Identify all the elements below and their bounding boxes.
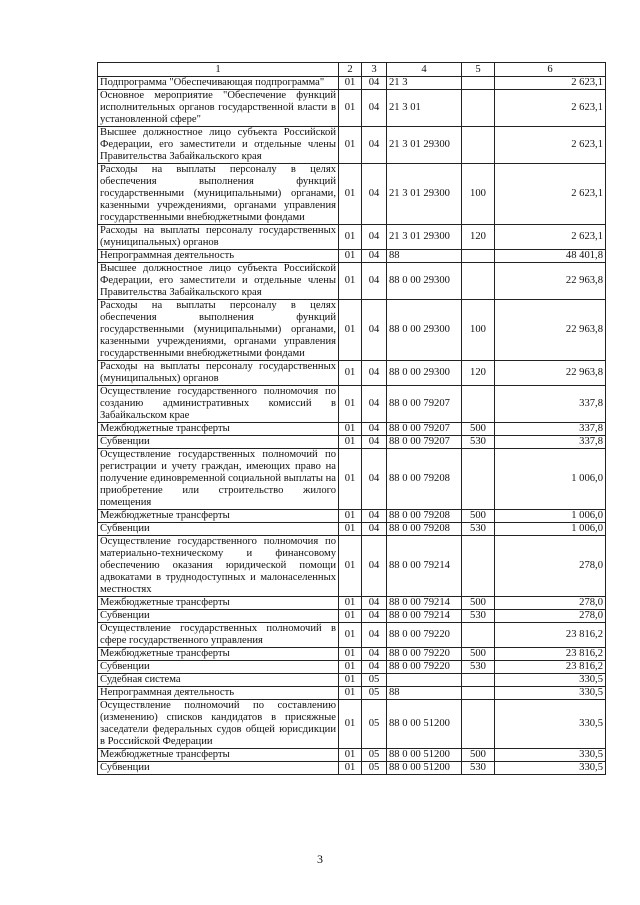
row-subsection-cell: 04 [362, 225, 387, 250]
row-section-cell: 01 [339, 386, 362, 423]
row-section-cell: 01 [339, 523, 362, 536]
budget-table [97, 62, 606, 775]
row-target-article-cell: 21 3 01 29300 [387, 225, 462, 250]
page-number: 3 [317, 852, 323, 866]
row-amount-cell: 2 623,1 [495, 90, 606, 127]
row-section-cell: 01 [339, 610, 362, 623]
header-section: 2 [339, 63, 362, 77]
row-subsection-cell: 04 [362, 610, 387, 623]
row-amount-cell: 278,0 [495, 597, 606, 610]
row-amount-cell: 2 623,1 [495, 77, 606, 90]
row-amount-cell: 22 963,8 [495, 300, 606, 361]
header-expense-type: 5 [462, 63, 495, 77]
row-name-cell: Судебная система [98, 674, 339, 687]
table-header-row [98, 63, 606, 77]
row-name-cell: Межбюджетные трансферты [98, 597, 339, 610]
row-subsection-cell: 04 [362, 263, 387, 300]
row-expense-type-cell: 100 [462, 300, 495, 361]
row-amount-cell: 23 816,2 [495, 648, 606, 661]
row-section-cell: 01 [339, 77, 362, 90]
row-name-cell: Субвенции [98, 523, 339, 536]
table-row [98, 361, 606, 386]
row-target-article-cell: 88 0 00 79207 [387, 423, 462, 436]
row-name-cell: Расходы на выплаты персоналу государственных (муниципальных) органов [98, 225, 339, 250]
row-section-cell: 01 [339, 687, 362, 700]
row-target-article-cell: 88 0 00 79214 [387, 610, 462, 623]
row-section-cell: 01 [339, 127, 362, 164]
row-subsection-cell: 04 [362, 623, 387, 648]
row-subsection-cell: 04 [362, 449, 387, 510]
table-row [98, 523, 606, 536]
table-row [98, 700, 606, 749]
table-row [98, 610, 606, 623]
row-target-article-cell: 88 [387, 250, 462, 263]
row-expense-type-cell [462, 250, 495, 263]
row-name-cell: Межбюджетные трансферты [98, 749, 339, 762]
row-name-cell: Осуществление государственного полномочия по материально-техническому и финансовому обеспечению оказания юридической помощи адвокатами в труднодоступных и малонаселенных местностях [98, 536, 339, 597]
table-row [98, 423, 606, 436]
row-section-cell: 01 [339, 300, 362, 361]
row-amount-cell: 278,0 [495, 536, 606, 597]
row-target-article-cell: 88 0 00 79220 [387, 623, 462, 648]
table-row [98, 749, 606, 762]
row-name-cell: Подпрограмма "Обеспечивающая подпрограмма" [98, 77, 339, 90]
row-expense-type-cell [462, 127, 495, 164]
row-subsection-cell: 04 [362, 77, 387, 90]
table-row [98, 164, 606, 225]
row-name-cell: Осуществление полномочий по составлению (изменению) списков кандидатов в присяжные заседатели федеральных судов общей юрисдикции в Российской Федерации [98, 700, 339, 749]
row-amount-cell: 337,8 [495, 423, 606, 436]
header-name: 1 [98, 63, 339, 77]
row-name-cell: Осуществление государственного полномочия по созданию административных комиссий в Забайкальском крае [98, 386, 339, 423]
row-name-cell: Субвенции [98, 661, 339, 674]
row-target-article-cell: 88 0 00 51200 [387, 700, 462, 749]
table-row [98, 661, 606, 674]
row-target-article-cell: 88 0 00 29300 [387, 361, 462, 386]
table-row [98, 449, 606, 510]
row-expense-type-cell [462, 90, 495, 127]
row-amount-cell: 23 816,2 [495, 623, 606, 648]
row-section-cell: 01 [339, 423, 362, 436]
row-name-cell: Непрограммная деятельность [98, 687, 339, 700]
row-target-article-cell: 88 0 00 79220 [387, 661, 462, 674]
table-row [98, 510, 606, 523]
row-expense-type-cell: 500 [462, 597, 495, 610]
row-subsection-cell: 04 [362, 423, 387, 436]
row-expense-type-cell [462, 687, 495, 700]
table-row [98, 674, 606, 687]
row-expense-type-cell [462, 674, 495, 687]
row-expense-type-cell: 120 [462, 361, 495, 386]
row-subsection-cell: 05 [362, 687, 387, 700]
row-amount-cell: 330,5 [495, 762, 606, 775]
row-subsection-cell: 04 [362, 536, 387, 597]
row-section-cell: 01 [339, 90, 362, 127]
row-subsection-cell: 04 [362, 661, 387, 674]
row-expense-type-cell: 120 [462, 225, 495, 250]
row-section-cell: 01 [339, 510, 362, 523]
row-expense-type-cell: 500 [462, 423, 495, 436]
row-name-cell: Непрограммная деятельность [98, 250, 339, 263]
table-row [98, 648, 606, 661]
row-expense-type-cell [462, 449, 495, 510]
row-amount-cell: 330,5 [495, 749, 606, 762]
row-expense-type-cell: 530 [462, 610, 495, 623]
header-amount: 6 [495, 63, 606, 77]
row-amount-cell: 2 623,1 [495, 127, 606, 164]
table-row [98, 436, 606, 449]
row-target-article-cell: 88 0 00 79214 [387, 536, 462, 597]
row-target-article-cell: 88 0 00 79214 [387, 597, 462, 610]
row-expense-type-cell: 500 [462, 510, 495, 523]
row-name-cell: Осуществление государственных полномочий в сфере государственного управления [98, 623, 339, 648]
row-target-article-cell: 88 0 00 29300 [387, 300, 462, 361]
header-target-article: 4 [387, 63, 462, 77]
table-row [98, 536, 606, 597]
row-name-cell: Субвенции [98, 436, 339, 449]
row-target-article-cell: 88 0 00 79207 [387, 386, 462, 423]
row-expense-type-cell [462, 700, 495, 749]
row-name-cell: Расходы на выплаты персоналу в целях обеспечения выполнения функций государственными (муниципальными) органами, казенными учреждениями, органами управления государственными внебюджетными фондами [98, 164, 339, 225]
row-expense-type-cell [462, 536, 495, 597]
row-name-cell: Осуществление государственных полномочий по регистрации и учету граждан, имеющих право на получение единовременной социальной выплаты на приобретение или строительство жилого помещения [98, 449, 339, 510]
row-name-cell: Высшее должностное лицо субъекта Российской Федерации, его заместители и отдельные члены Правительства Забайкальского края [98, 263, 339, 300]
row-subsection-cell: 04 [362, 597, 387, 610]
header-subsection: 3 [362, 63, 387, 77]
row-amount-cell: 278,0 [495, 610, 606, 623]
row-amount-cell: 330,5 [495, 700, 606, 749]
row-target-article-cell: 21 3 01 29300 [387, 127, 462, 164]
row-target-article-cell: 88 0 00 79208 [387, 523, 462, 536]
row-subsection-cell: 04 [362, 361, 387, 386]
row-amount-cell: 330,5 [495, 687, 606, 700]
row-target-article-cell: 88 [387, 687, 462, 700]
row-section-cell: 01 [339, 361, 362, 386]
row-expense-type-cell: 530 [462, 762, 495, 775]
row-amount-cell: 1 006,0 [495, 449, 606, 510]
table-row [98, 225, 606, 250]
row-amount-cell: 2 623,1 [495, 164, 606, 225]
row-subsection-cell: 05 [362, 762, 387, 775]
row-expense-type-cell: 500 [462, 749, 495, 762]
row-expense-type-cell: 530 [462, 661, 495, 674]
row-section-cell: 01 [339, 762, 362, 775]
row-section-cell: 01 [339, 749, 362, 762]
row-name-cell: Субвенции [98, 762, 339, 775]
row-expense-type-cell: 530 [462, 523, 495, 536]
row-expense-type-cell [462, 623, 495, 648]
row-expense-type-cell: 500 [462, 648, 495, 661]
row-subsection-cell: 04 [362, 436, 387, 449]
row-expense-type-cell [462, 386, 495, 423]
row-subsection-cell: 04 [362, 300, 387, 361]
row-amount-cell: 22 963,8 [495, 263, 606, 300]
row-target-article-cell: 88 0 00 79208 [387, 510, 462, 523]
row-amount-cell: 2 623,1 [495, 225, 606, 250]
row-section-cell: 01 [339, 164, 362, 225]
row-section-cell: 01 [339, 648, 362, 661]
row-expense-type-cell: 100 [462, 164, 495, 225]
table-row [98, 250, 606, 263]
row-name-cell: Межбюджетные трансферты [98, 423, 339, 436]
row-subsection-cell: 04 [362, 127, 387, 164]
row-name-cell: Основное мероприятие "Обеспечение функций исполнительных органов государственной власти в установленной сфере" [98, 90, 339, 127]
row-section-cell: 01 [339, 700, 362, 749]
table-row [98, 90, 606, 127]
row-amount-cell: 22 963,8 [495, 361, 606, 386]
row-amount-cell: 330,5 [495, 674, 606, 687]
table-row [98, 597, 606, 610]
row-section-cell: 01 [339, 623, 362, 648]
row-name-cell: Расходы на выплаты персоналу государственных (муниципальных) органов [98, 361, 339, 386]
row-target-article-cell: 21 3 [387, 77, 462, 90]
row-section-cell: 01 [339, 536, 362, 597]
row-target-article-cell: 21 3 01 29300 [387, 164, 462, 225]
row-amount-cell: 337,8 [495, 436, 606, 449]
row-section-cell: 01 [339, 449, 362, 510]
row-target-article-cell: 21 3 01 [387, 90, 462, 127]
table-row [98, 687, 606, 700]
row-subsection-cell: 05 [362, 674, 387, 687]
row-target-article-cell: 88 0 00 51200 [387, 749, 462, 762]
row-subsection-cell: 04 [362, 523, 387, 536]
row-subsection-cell: 04 [362, 250, 387, 263]
row-section-cell: 01 [339, 661, 362, 674]
row-name-cell: Расходы на выплаты персоналу в целях обеспечения выполнения функций государственными (муниципальными) органами, казенными учреждениями, органами управления государственными внебюджетными фондами [98, 300, 339, 361]
row-subsection-cell: 05 [362, 749, 387, 762]
row-name-cell: Межбюджетные трансферты [98, 648, 339, 661]
row-expense-type-cell: 530 [462, 436, 495, 449]
table-row [98, 386, 606, 423]
row-target-article-cell: 88 0 00 51200 [387, 762, 462, 775]
row-subsection-cell: 04 [362, 164, 387, 225]
row-name-cell: Межбюджетные трансферты [98, 510, 339, 523]
row-section-cell: 01 [339, 250, 362, 263]
row-subsection-cell: 04 [362, 386, 387, 423]
table-row [98, 300, 606, 361]
row-target-article-cell: 88 0 00 29300 [387, 263, 462, 300]
table-row [98, 623, 606, 648]
row-subsection-cell: 05 [362, 700, 387, 749]
row-amount-cell: 337,8 [495, 386, 606, 423]
row-target-article-cell [387, 674, 462, 687]
row-expense-type-cell [462, 263, 495, 300]
row-section-cell: 01 [339, 597, 362, 610]
row-amount-cell: 48 401,8 [495, 250, 606, 263]
row-section-cell: 01 [339, 263, 362, 300]
row-amount-cell: 1 006,0 [495, 510, 606, 523]
row-subsection-cell: 04 [362, 648, 387, 661]
row-section-cell: 01 [339, 436, 362, 449]
row-target-article-cell: 88 0 00 79220 [387, 648, 462, 661]
row-name-cell: Высшее должностное лицо субъекта Российской Федерации, его заместители и отдельные члены Правительства Забайкальского края [98, 127, 339, 164]
row-subsection-cell: 04 [362, 90, 387, 127]
table-row [98, 762, 606, 775]
row-expense-type-cell [462, 77, 495, 90]
row-name-cell: Субвенции [98, 610, 339, 623]
table-row [98, 77, 606, 90]
table-row [98, 263, 606, 300]
row-subsection-cell: 04 [362, 510, 387, 523]
row-section-cell: 01 [339, 225, 362, 250]
row-section-cell: 01 [339, 674, 362, 687]
row-target-article-cell: 88 0 00 79207 [387, 436, 462, 449]
table-row [98, 127, 606, 164]
row-target-article-cell: 88 0 00 79208 [387, 449, 462, 510]
row-amount-cell: 23 816,2 [495, 661, 606, 674]
row-amount-cell: 1 006,0 [495, 523, 606, 536]
